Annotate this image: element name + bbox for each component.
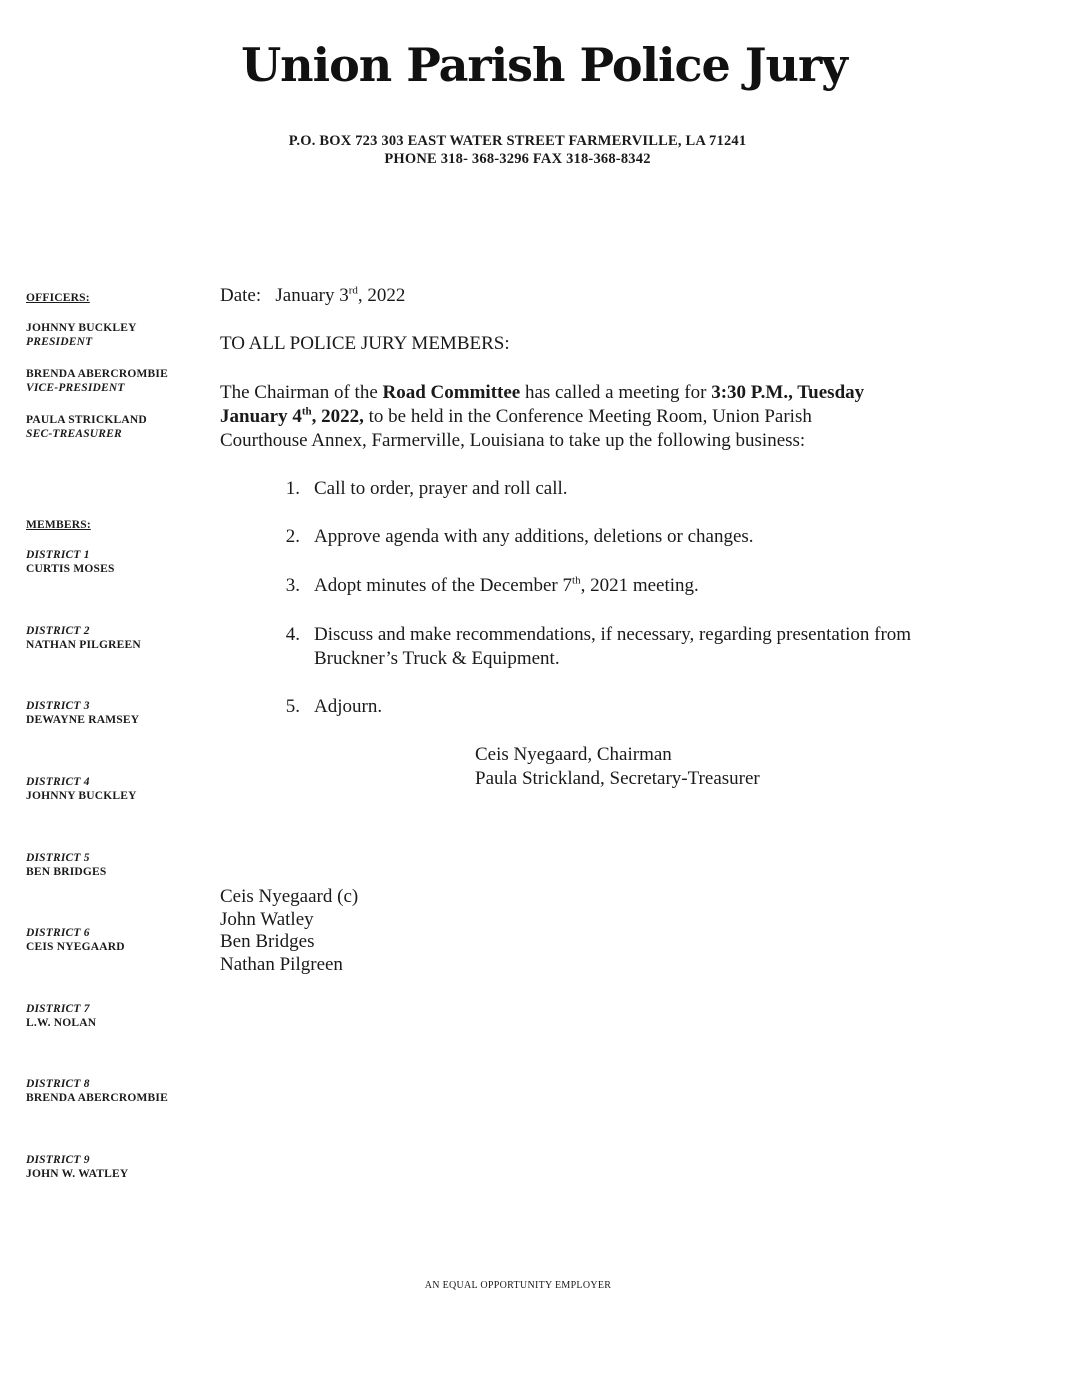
committee-members-list: [220, 886, 358, 976]
agenda-item: 1. Call to order, prayer and roll call.: [285, 478, 568, 499]
signature-line: Ceis Nyegaard, Chairman: [475, 744, 672, 765]
officer-entry: BRENDA ABERCROMBIE VICE-PRESIDENT: [26, 368, 168, 394]
member-entry: DISTRICT 4 JOHNNY BUCKLEY: [26, 776, 137, 802]
member-entry: DISTRICT 7 L.W. NOLAN: [26, 1003, 97, 1029]
committee-member: Ben Bridges: [220, 931, 315, 952]
member-entry: DISTRICT 6 CEIS NYEGAARD: [26, 927, 125, 953]
footer-text: AN EQUAL OPPORTUNITY EMPLOYER: [424, 1280, 612, 1291]
letterhead-title: Union Parish Police Jury: [241, 38, 847, 92]
agenda-item: 3. Adopt minutes of the December 7th, 2021 meeting.: [285, 574, 699, 596]
member-entry: DISTRICT 3 DEWAYNE RAMSEY: [26, 700, 140, 726]
officers-heading: OFFICERS:: [26, 292, 90, 304]
members-heading: MEMBERS:: [26, 519, 91, 531]
committee-member: Nathan Pilgreen: [220, 953, 343, 975]
agenda-item: 5. Adjourn.: [285, 696, 383, 717]
committee-member: John Watley: [220, 908, 314, 930]
officer-entry: PAULA STRICKLAND SEC-TREASURER: [26, 414, 147, 440]
member-entry: DISTRICT 8 BRENDA ABERCROMBIE: [26, 1078, 168, 1104]
signature-line: Paula Strickland, Secretary-Treasurer: [475, 768, 760, 789]
committee-member: Ceis Nyegaard (c): [220, 886, 359, 907]
member-entry: DISTRICT 5 BEN BRIDGES: [26, 852, 107, 878]
member-entry: DISTRICT 9 JOHN W. WATLEY: [26, 1154, 129, 1180]
letterhead-address: P.O. BOX 723 303 EAST WATER STREET FARMERVILLE, LA 71241: [288, 133, 747, 149]
agenda-item: 4. Discuss and make recommendations, if necessary, regarding presentation from Bruckner’s Truck & Equipment.: [285, 624, 912, 669]
letter-date: Date: January 3rd, 2022: [220, 284, 406, 306]
member-entry: DISTRICT 2 NATHAN PILGREEN: [26, 625, 141, 651]
officer-entry: JOHNNY BUCKLEY PRESIDENT: [26, 322, 137, 348]
letter-salutation: TO ALL POLICE JURY MEMBERS:: [220, 333, 510, 354]
agenda-item: 2. Approve agenda with any additions, deletions or changes.: [285, 526, 754, 547]
member-entry: DISTRICT 1 CURTIS MOSES: [26, 549, 115, 575]
letterhead-phone: PHONE 318- 368-3296 FAX 318-368-8342: [384, 151, 651, 167]
letter-body: The Chairman of the Road Committee has called a meeting for 3:30 P.M., Tuesday January 4th, 2022, to be held in the Conference Meeting Room, Union Parish Courthouse Annex, Farmerville, Louisiana to take up the following business:: [220, 382, 865, 451]
